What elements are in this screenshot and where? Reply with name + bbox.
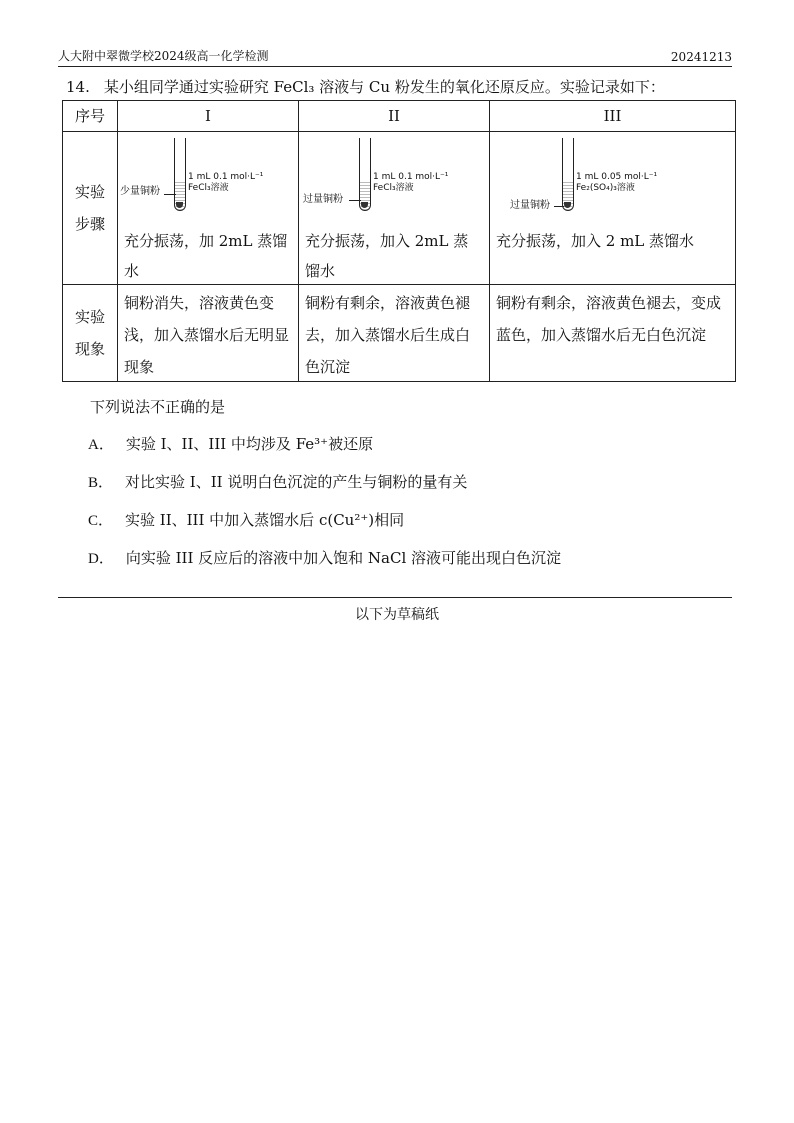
solid-label: 少量铜粉	[120, 186, 160, 197]
table-header-row	[63, 101, 736, 132]
observation-cell-3	[490, 285, 736, 382]
step-cell-1	[118, 132, 299, 285]
observation-cell-1	[118, 285, 299, 382]
step-cell-2	[299, 132, 490, 285]
observation-text-2: 铜粉有剩余，溶液黄色褪去，加入蒸馏水后生成白色沉淀	[305, 294, 471, 376]
question-stem	[66, 76, 746, 97]
steps-row	[63, 132, 736, 285]
school-exam-title: 人大附中翠微学校2024级高一化学检测	[58, 49, 269, 63]
step-cell-3	[490, 132, 736, 285]
scratch-paper-label: 以下为草稿纸	[355, 607, 439, 623]
question-prompt: 下列说法不正确的是	[90, 398, 226, 416]
test-tube-icon	[562, 138, 574, 211]
solid-label: 过量铜粉	[510, 200, 550, 211]
step-text-2: 充分振荡，加入 2mL 蒸馏水	[305, 232, 469, 280]
option-a[interactable]: A． 实验 I、II、III 中均涉及 Fe³⁺被还原	[88, 435, 374, 453]
page-header	[58, 46, 732, 67]
col-header-1: I	[118, 101, 299, 132]
question-number: 14.	[66, 78, 90, 96]
test-tube-diagram-1	[118, 132, 298, 224]
test-tube-diagram-2	[299, 132, 489, 224]
solution-label-line2: FeCl₃溶液	[373, 183, 414, 193]
exam-date: 20241213	[670, 50, 732, 64]
option-b[interactable]: B． 对比实验 I、II 说明白色沉淀的产生与铜粉的量有关	[88, 473, 468, 491]
observation-text-3: 铜粉有剩余，溶液黄色褪去，变成蓝色，加入蒸馏水后无白色沉淀	[496, 294, 722, 344]
observations-row-label: 实验现象	[63, 285, 118, 382]
observation-cell-2	[299, 285, 490, 382]
option-a-text: 实验 I、II、III 中均涉及 Fe³⁺被还原	[125, 435, 374, 453]
solution-label-line1: 1 mL 0.1 mol·L⁻¹	[373, 172, 449, 182]
step-text-1: 充分振荡，加 2mL 蒸馏水	[124, 232, 288, 280]
option-c[interactable]: C． 实验 II、III 中加入蒸馏水后 c(Cu²⁺)相同	[88, 511, 405, 529]
solution-label-line1: 1 mL 0.05 mol·L⁻¹	[576, 172, 658, 182]
observation-text-1: 铜粉消失，溶液黄色变浅，加入蒸馏水后无明显现象	[124, 294, 290, 376]
col-header-3: III	[490, 101, 736, 132]
option-d[interactable]: D． 向实验 III 反应后的溶液中加入饱和 NaCl 溶液可能出现白色沉淀	[88, 549, 562, 567]
col-header-label: 序号	[63, 101, 118, 132]
solution-label-line1: 1 mL 0.1 mol·L⁻¹	[188, 172, 264, 182]
question-text: 某小组同学通过实验研究 FeCl₃ 溶液与 Cu 粉发生的氧化还原反应。实验记录如下：	[103, 78, 665, 96]
observations-row	[63, 285, 736, 382]
option-d-text: 向实验 III 反应后的溶液中加入饱和 NaCl 溶液可能出现白色沉淀	[125, 549, 562, 567]
test-tube-diagram-3	[490, 132, 735, 224]
solution-label-line2: Fe₂(SO₄)₃溶液	[576, 183, 635, 193]
option-b-text: 对比实验 I、II 说明白色沉淀的产生与铜粉的量有关	[125, 473, 468, 491]
step-text-3: 充分振荡，加入 2 mL 蒸馏水	[496, 232, 695, 250]
experiment-table	[62, 100, 736, 382]
test-tube-icon	[174, 138, 186, 211]
answer-options	[88, 432, 561, 584]
steps-row-label: 实验步骤	[63, 132, 118, 285]
solid-label: 过量铜粉	[303, 194, 343, 205]
option-c-text: 实验 II、III 中加入蒸馏水后 c(Cu²⁺)相同	[125, 511, 405, 529]
col-header-2: II	[299, 101, 490, 132]
divider-line	[58, 597, 732, 598]
solution-label-line2: FeCl₃溶液	[188, 183, 229, 193]
